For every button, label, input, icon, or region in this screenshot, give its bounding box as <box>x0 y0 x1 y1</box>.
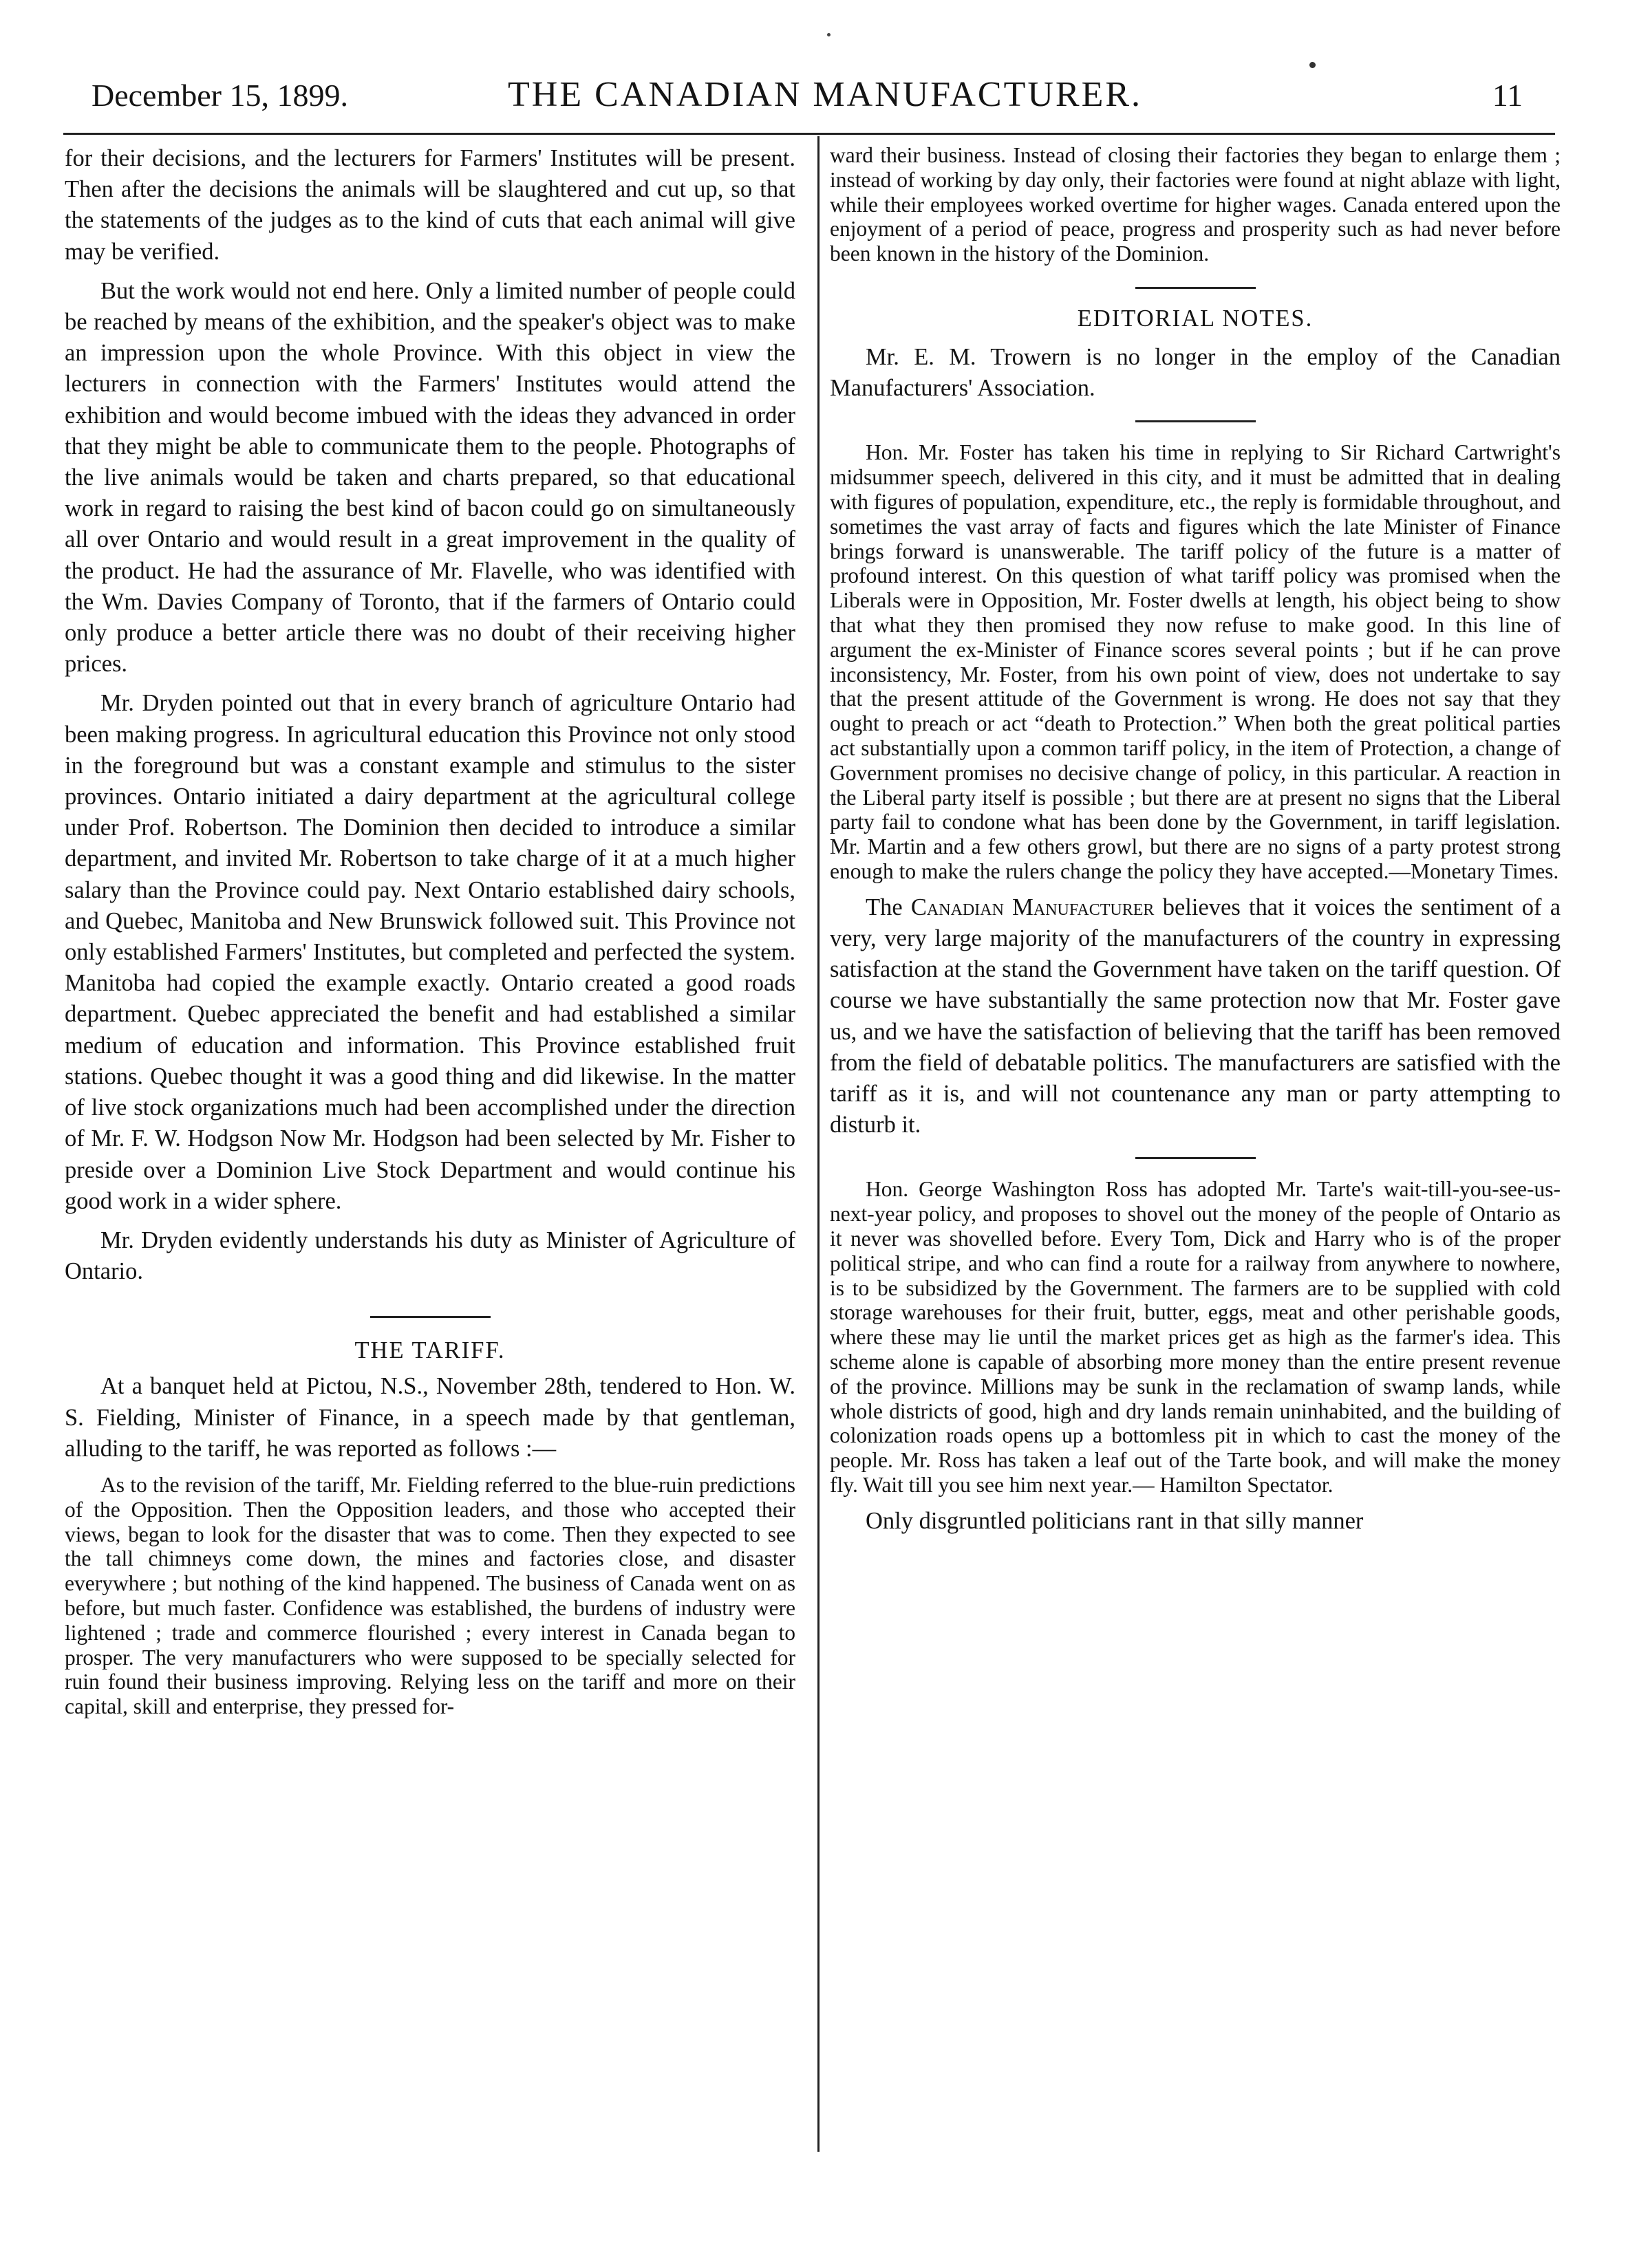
quoted-paragraph: As to the revision of the tariff, Mr. Fielding referred to the blue-ruin predictions of the Opposition. Then the Opposition leaders, and those who accepted their views, began to look for the disaster that was to come. Then they expected to see the tall chimneys come down, the mines and factories close, and disaster everywhere ; but nothing of the kind happened. The business of Canada went on as before, but much faster. Confidence was established, the burdens of industry were lightened ; trade and commerce flourished ; every interest in Canada began to prosper. The very manufacturers who were supposed to be specially selected for ruin found their business improving. Relying less on the tariff and more on their capital, skill and enterprise, they pressed for- <box>65 1472 795 1719</box>
header-rule <box>63 133 1555 135</box>
left-column <box>65 143 795 1719</box>
publication-title: THE CANADIAN MANUFACTURER. <box>508 75 1143 114</box>
paragraph: Mr. Dryden pointed out that in every branch of agriculture Ontario had been making progress. In agricultural education this Province not only stood in the foreground but was a constant example and stimulus to the sister provinces. Ontario initiated a dairy department at the agricultural college under Prof. Robertson. The Dominion then decided to introduce a similar department, and invited Mr. Robertson to take charge of it at a much higher salary than the Province could pay. Next Ontario established dairy schools, and Quebec, Manitoba and New Brunswick followed suit. This Province not only established Farmers' Institutes, but completed and perfected the system. Manitoba had copied the example exactly. Ontario created a good roads department. Quebec appreciated the benefit and had established a similar medium of education and information. This Province established fruit stations. Quebec thought it was a good thing and did likewise. In the matter of live stock organizations much had been accomplished under the direction of Mr. F. W. Hodgson Now Mr. Hodgson had been selected by Mr. Fisher to preside over a Dominion Live Stock Department and would continue his good work in a wider sphere. <box>65 690 795 1214</box>
paragraph-text: believes that it voices the sentiment of a very, very large majority of the manufacturers of the country in expressing satisfaction at the stand the Government have taken on the tariff question. Of course we have substantially the same protection now that Mr. Foster gave us, and we have the satisfaction of believing that the tariff has been removed from the field of debatable politics. The manufacturers are satisfied with the tariff as it is, and will not countenance any man or party attempting to disturb it. <box>830 894 1561 1138</box>
paragraph <box>830 892 1561 1141</box>
quoted-paragraph: Hon. Mr. Foster has taken his time in replying to Sir Richard Cartwright's midsummer speech, delivered in this city, and it must be admitted that in dealing with figures of population, expenditure, etc., the reply is formidable throughout, and sometimes the vast array of facts and figures which the late Minister of Finance brings forward is unanswerable. The tariff policy of the future is a matter of profound interest. On this question of what tariff policy was promised when the Liberals were in Opposition, Mr. Foster dwells at length, his object being to show that what they then promised they now refuse to make good. In this line of argument the ex-Minister of Finance scores several points ; but if he can prove inconsistency, Mr. Foster, from his own point of view, does not undertake to say that the present attitude of the Government is wrong. He does not say that they ought to preach or act “death to Protection.” When both the great political parties act substantially upon a common tariff policy, in the item of Protection, a change of Government promises no decisive change of policy, in this particular. A reaction in the Liberal party itself is possible ; but there are at present no signs that the Liberal party fail to condone what has been done by the Government, in tariff legislation. Mr. Martin and a few others growl, but there are no signs of a party protest strong enough to make the rulers change the policy they have accepted.—Monetary Times. <box>830 440 1561 883</box>
section-divider <box>1135 420 1256 422</box>
paragraph: Mr. Dryden evidently understands his duty as Minister of Agriculture of Ontario. <box>65 1227 795 1285</box>
paragraph: Mr. E. M. Trowern is no longer in the employ of the Canadian Manufacturers' Association. <box>830 343 1561 402</box>
print-speck <box>827 33 831 36</box>
section-divider <box>370 1316 491 1318</box>
section-heading-tariff: THE TARIFF. <box>354 1337 506 1364</box>
paragraph-lead: The <box>866 894 903 920</box>
publication-name: Canadian Manufacturer <box>910 894 1155 920</box>
right-column <box>830 143 1561 1537</box>
section-heading-editorial: EDITORIAL NOTES. <box>1077 305 1314 332</box>
print-speck <box>1309 62 1316 68</box>
section-divider <box>1135 287 1256 289</box>
paragraph: At a banquet held at Pictou, N.S., November 28th, tendered to Hon. W. S. Fielding, Minister of Finance, in a speech made by that gentleman, alluding to the tariff, he was reported as follows :— <box>65 1373 795 1462</box>
column-rule <box>817 136 820 2152</box>
quoted-paragraph: Hon. George Washington Ross has adopted Mr. Tarte's wait-till-you-see-us-next-year policy, and proposes to shovel out the money of the people of Ontario as it never was shovelled before. Every Tom, Dick and Harry who is of the proper political stripe, and who can find a route for a railway from anywhere to nowhere, is to be subsidized by the Government. The farmers are to be supplied with cold storage warehouses for their fruit, butter, eggs, meat and other perishable goods, where these may lie until the market prices get as high as the farmer's idea. This scheme alone is capable of absorbing more money than the entire present revenue of the province. Millions may be sunk in the reclamation of swamp lands, while whole districts of good, high and dry lands remain uninhabited, and the building of colonization roads opens up a bottomless pit in which to cast the money of the people. Mr. Ross has taken a leaf out of the Tarte book, and will make the money fly. Wait till you see him next year.— Hamilton Spectator. <box>830 1177 1561 1497</box>
page-header <box>92 72 1523 120</box>
quoted-paragraph: ward their business. Instead of closing their factories they began to enlarge them ; instead of working by day only, their factories were found at night ablaze with light, while their employees worked overtime for higher wages. Canada entered upon the enjoyment of a period of peace, progress and prosperity such as had never before been known in the history of the Dominion. <box>830 143 1561 266</box>
page-number: 11 <box>1492 78 1523 113</box>
paragraph: But the work would not end here. Only a limited number of people could be reached by means of the exhibition, and the speaker's object was to make an impression upon the whole Province. With this object in view the lecturers in connection with the Farmers' Institutes would attend the exhibition and would become imbued with the ideas they advanced in order that they might be able to communicate them to the people. Photographs of the live animals would be taken and charts prepared, so that educational work in regard to raising the best kind of bacon could go on simultaneously all over Ontario and would result in a great improvement in the quality of the product. He had the assurance of Mr. Flavelle, who was identified with the Wm. Davies Company of Toronto, that if the farmers of Ontario could only produce a better article there was no doubt of their receiving higher prices. <box>65 277 795 678</box>
section-divider <box>1135 1157 1256 1159</box>
paragraph: for their decisions, and the lecturers for Farmers' Institutes will be present. Then after the decisions the animals will be slaughtered and cut up, so that the statements of the judges as to the kind of cuts that each animal will give may be verified. <box>65 145 795 265</box>
issue-date: December 15, 1899. <box>92 78 348 113</box>
paragraph: Only disgruntled politicians rant in that silly manner <box>866 1507 1364 1534</box>
